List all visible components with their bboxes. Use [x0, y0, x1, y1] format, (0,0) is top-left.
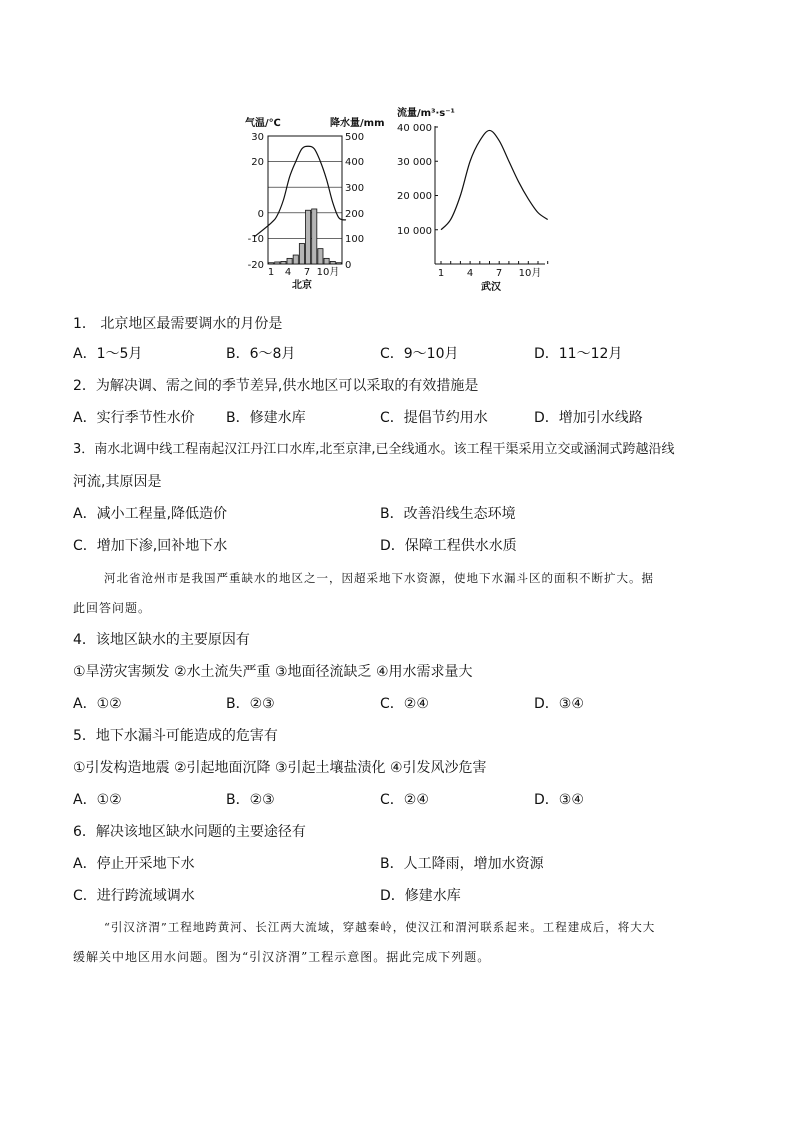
- beijing-precip-bar: [324, 258, 329, 264]
- q6-option-d[interactable]: D．修建水库: [380, 888, 461, 904]
- q6-stem: 6．解决该地区缺水问题的主要途径有: [73, 824, 306, 840]
- q6-option-a[interactable]: A．停止开采地下水: [73, 856, 195, 872]
- wuhan-x-tick: 1: [437, 268, 445, 279]
- beijing-caption: 北京: [292, 280, 312, 291]
- q6-option-c[interactable]: C．进行跨流域调水: [73, 888, 195, 904]
- q4-stem: 4．该地区缺水的主要原因有: [73, 632, 250, 648]
- q3-option-c[interactable]: C．增加下渗,回补地下水: [73, 538, 228, 554]
- q6-option-b[interactable]: B．人工降雨，增加水资源: [380, 856, 544, 872]
- beijing-right-axis-label: 降水量/mm: [330, 118, 385, 129]
- wuhan-x-tick: 7: [495, 268, 503, 279]
- q3-stem-line2: 河流,其原因是: [73, 474, 162, 490]
- q5-items: ①引发构造地震 ②引起地面沉降 ③引起土壤盐渍化 ④引发风沙危害: [73, 760, 487, 776]
- beijing-left-tick: 30: [251, 132, 264, 143]
- beijing-left-axis-label: 气温/℃: [245, 118, 281, 129]
- q1-option-b[interactable]: B．6～8月: [226, 346, 296, 362]
- q5-stem: 5．地下水漏斗可能造成的危害有: [73, 728, 278, 744]
- q1-stem: 1． 北京地区最需要调水的月份是: [73, 316, 283, 332]
- beijing-precip-bar: [293, 255, 298, 264]
- q2-option-a[interactable]: A．实行季节性水价: [73, 410, 195, 426]
- q5-option-a[interactable]: A．①②: [73, 792, 122, 808]
- beijing-precip-bar: [269, 263, 274, 264]
- beijing-precip-bars: [269, 209, 342, 264]
- q5-option-d[interactable]: D．③④: [534, 792, 584, 808]
- q2-option-d[interactable]: D．增加引水线路: [534, 410, 643, 426]
- q1-option-c[interactable]: C．9～10月: [380, 346, 459, 362]
- wuhan-y-tick: 30 000: [397, 157, 432, 168]
- beijing-left-tick: 20: [251, 157, 264, 168]
- beijing-x-tick: 4: [284, 267, 292, 278]
- beijing-right-tick: 0: [345, 260, 352, 271]
- q4-option-a[interactable]: A．①②: [73, 696, 122, 712]
- beijing-x-tick: 10月: [316, 267, 340, 278]
- beijing-precip-bar: [275, 262, 280, 264]
- wuhan-flow-chart: [395, 104, 555, 294]
- wuhan-y-tick: 10 000: [397, 226, 432, 237]
- beijing-right-tick: 100: [345, 234, 365, 245]
- beijing-left-tick: 0: [257, 209, 264, 220]
- q4-option-d[interactable]: D．③④: [534, 696, 584, 712]
- wuhan-y-tick: 40 000: [397, 123, 432, 134]
- passage1-line1: 河北省沧州市是我国严重缺水的地区之一，因超采地下水资源，使地下水漏斗区的面积不断扩大。据: [104, 571, 654, 585]
- passage1-line2: 此回答问题。: [73, 601, 152, 615]
- q1-option-d[interactable]: D．11～12月: [534, 346, 623, 362]
- wuhan-caption: 武汉: [481, 282, 501, 293]
- q3-option-a[interactable]: A．减小工程量,降低造价: [73, 506, 228, 522]
- beijing-x-tick: 1: [267, 267, 275, 278]
- beijing-precip-bar: [287, 258, 292, 264]
- beijing-precip-bar: [336, 263, 341, 264]
- passage2-line1: “引汉济渭”工程地跨黄河、长江两大流域，穿越秦岭，使汉江和渭河联系起来。工程建成后，将大大: [104, 920, 656, 934]
- wuhan-axis-label: 流量/m³·s⁻¹: [397, 108, 455, 119]
- q3-option-d[interactable]: D．保障工程供水水质: [380, 538, 517, 554]
- passage2-line2: 缓解关中地区用水问题。图为“引汉济渭”工程示意图。据此完成下列题。: [73, 950, 491, 964]
- beijing-plot-frame: [268, 136, 342, 264]
- beijing-precip-bar: [281, 261, 286, 264]
- q2-option-b[interactable]: B．修建水库: [226, 410, 306, 426]
- q3-option-b[interactable]: B．改善沿线生态环境: [380, 506, 516, 522]
- beijing-left-ticks: [248, 132, 264, 271]
- beijing-precip-bar: [306, 210, 311, 264]
- q2-stem: 2．为解决调、需之间的季节差异,供水地区可以采取的有效措施是: [73, 378, 479, 394]
- beijing-climate-chart: [240, 108, 400, 293]
- beijing-left-tick: -10: [247, 234, 264, 245]
- beijing-right-tick: 200: [345, 209, 365, 220]
- beijing-x-tick: 7: [303, 267, 311, 278]
- beijing-right-tick: 300: [345, 183, 365, 194]
- beijing-precip-bar: [318, 249, 323, 264]
- beijing-right-tick: 500: [345, 132, 365, 143]
- beijing-right-tick: 400: [345, 157, 365, 168]
- beijing-precip-bar: [330, 261, 335, 264]
- wuhan-flow-line: [441, 130, 548, 229]
- q5-option-b[interactable]: B．②③: [226, 792, 275, 808]
- beijing-precip-bar: [299, 244, 304, 264]
- beijing-precip-bar: [312, 209, 317, 264]
- q1-option-a[interactable]: A．1～5月: [73, 346, 143, 362]
- q5-option-c[interactable]: C．②④: [380, 792, 429, 808]
- q2-option-c[interactable]: C．提倡节约用水: [380, 410, 488, 426]
- wuhan-y-tick: 20 000: [397, 191, 432, 202]
- q4-items: ①旱涝灾害频发 ②水土流失严重 ③地面径流缺乏 ④用水需求量大: [73, 664, 473, 680]
- q4-option-b[interactable]: B．②③: [226, 696, 275, 712]
- beijing-left-tick: -20: [247, 260, 264, 271]
- beijing-right-ticks: [345, 132, 364, 271]
- q3-stem-line1: 3．南水北调中线工程南起汉江丹江口水库,北至京津,已全线通水。该工程干渠采用立交或涵洞式跨越沿线: [73, 442, 675, 457]
- wuhan-x-tick: 4: [466, 268, 474, 279]
- q4-option-c[interactable]: C．②④: [380, 696, 429, 712]
- wuhan-x-tick: 10月: [518, 268, 542, 279]
